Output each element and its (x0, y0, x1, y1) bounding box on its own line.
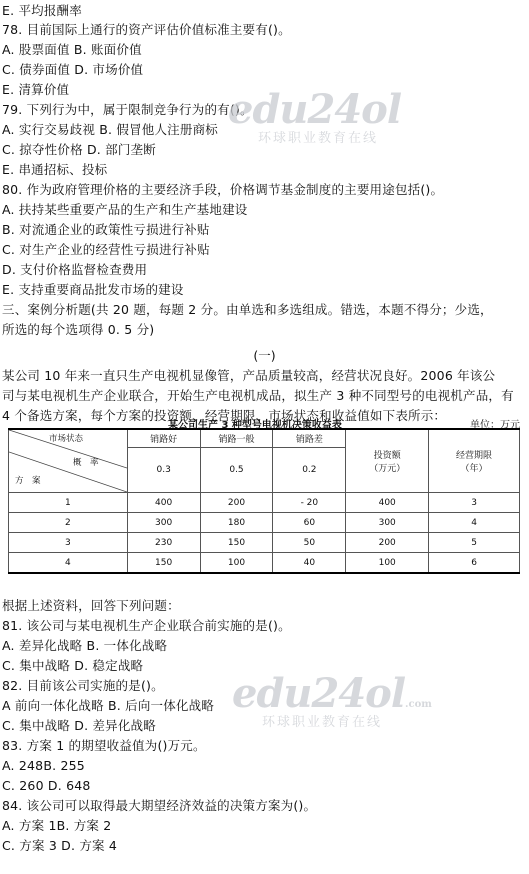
question-82: 82. 目前该公司实施的是()。 (2, 678, 164, 693)
text-line: 根据上述资料，回答下列问题： (2, 598, 180, 613)
table-cell: 180 (200, 513, 273, 533)
table-title: 某公司生产 3 种型号电视机决策收益表 (168, 420, 342, 431)
watermark-logo (232, 670, 432, 730)
section-mark: (一) (253, 348, 276, 363)
table-cell: 1 (9, 493, 128, 513)
prob-cell: 0.5 (200, 447, 273, 492)
corner-plan-label: 方 案 (15, 476, 41, 486)
table-row (9, 493, 520, 513)
option-line: E. 清算价值 (2, 82, 70, 97)
header-cell: 销路一般 (200, 429, 273, 447)
table-row (9, 533, 520, 553)
table-row (9, 553, 520, 574)
table-cell: 400 (127, 493, 200, 513)
option-line: A. 扶持某些重要产品的生产和生产基地建设 (2, 202, 248, 217)
question-80: 80. 作为政府管理价格的主要经济手段，价格调节基金制度的主要用途包括()。 (2, 182, 444, 197)
table-cell: - 20 (273, 493, 346, 513)
table-cell: 150 (127, 553, 200, 574)
option-line: C. 集中战略 D. 差异化战略 (2, 718, 156, 733)
section-heading-cont: 所选的每个选项得 0. 5 分) (2, 322, 155, 337)
option-line: A. 股票面值 B. 账面价值 (2, 42, 142, 57)
option-line: A. 248B. 255 (2, 758, 85, 773)
watermark-slogan: 环球职业教育在线 (258, 131, 379, 146)
question-84: 84. 该公司可以取得最大期望经济效益的决策方案为()。 (2, 798, 317, 813)
diagonal-header (9, 430, 127, 492)
table-cell: 150 (200, 533, 273, 553)
table-cell: 4 (429, 513, 520, 533)
watermark-logo-text: edu24ol (228, 86, 402, 133)
table-cell: 6 (429, 553, 520, 574)
table-cell: 5 (429, 533, 520, 553)
header-cell: 经营期限 （年） (429, 429, 520, 493)
table-cell: 200 (346, 533, 429, 553)
header-cell: 投资额 （万元） (346, 429, 429, 493)
option-line: A. 差异化战略 B. 一体化战略 (2, 638, 168, 653)
table-header-row (9, 429, 520, 447)
header-cell: 销路差 (273, 429, 346, 447)
table-corner-cell (9, 429, 128, 493)
option-line: E. 串通招标、投标 (2, 162, 108, 177)
corner-prob-label: 概 率 (73, 458, 99, 468)
question-83: 83. 方案 1 的期望收益值为()万元。 (2, 738, 206, 753)
table-cell: 100 (346, 553, 429, 574)
header-cell: 销路好 (127, 429, 200, 447)
table-cell: 200 (200, 493, 273, 513)
watermark-logo-text: edu24ol (232, 670, 406, 717)
prob-cell: 0.2 (273, 447, 346, 492)
table-cell: 400 (346, 493, 429, 513)
option-line: C. 债券面值 D. 市场价值 (2, 62, 144, 77)
table-cell: 40 (273, 553, 346, 574)
table-cell: 2 (9, 513, 128, 533)
question-81: 81. 该公司与某电视机生产企业联合前实施的是()。 (2, 618, 291, 633)
table-cell: 300 (346, 513, 429, 533)
option-line: C. 掠夺性价格 D. 部门垄断 (2, 142, 156, 157)
table-cell: 300 (127, 513, 200, 533)
text-line: 司与某电视机生产企业联合，开始生产电视机成品，拟生产 3 种不同型号的电视机产品，有 (2, 388, 514, 403)
option-line: D. 支付价格监督检查费用 (2, 262, 148, 277)
watermark-slogan: 环球职业教育在线 (262, 715, 383, 730)
option-line: C. 集中战略 D. 稳定战略 (2, 658, 144, 673)
prob-cell: 0.3 (127, 447, 200, 492)
text-line: E. 平均报酬率 (2, 3, 82, 18)
option-line: C. 260 D. 648 (2, 778, 91, 793)
table-cell: 60 (273, 513, 346, 533)
option-line: C. 方案 3 D. 方案 4 (2, 838, 118, 853)
option-line: B. 对流通企业的政策性亏损进行补贴 (2, 222, 210, 237)
option-line: A. 方案 1B. 方案 2 (2, 818, 112, 833)
section-heading: 三、案例分析题(共 20 题，每题 2 分。由单选和多选组成。错选，本题不得分；少选， (2, 302, 493, 317)
table-cell: 50 (273, 533, 346, 553)
option-line: C. 对生产企业的经营性亏损进行补贴 (2, 242, 210, 257)
table-cell: 3 (429, 493, 520, 513)
watermark-domain: .com (405, 699, 432, 710)
option-line: A. 实行交易歧视 B. 假冒他人注册商标 (2, 122, 218, 137)
table-cell: 230 (127, 533, 200, 553)
option-line: E. 支持重要商品批发市场的建设 (2, 282, 184, 297)
watermark-logo (228, 86, 401, 146)
question-78: 78. 目前国际上通行的资产评估价值标准主要有()。 (2, 22, 291, 37)
decision-table (8, 428, 520, 574)
text-line: 4 个备选方案，每个方案的投资额、经营期限、市场状态和收益值如下表所示： (2, 408, 447, 423)
corner-market-label: 市场状态 (49, 434, 84, 444)
table-row (9, 513, 520, 533)
table-cell: 100 (200, 553, 273, 574)
text-line: 某公司 10 年来一直只生产电视机显像管，产品质量较高，经营状况良好。2006 年该公 (2, 368, 496, 383)
table-unit: 单位：万元 (470, 420, 520, 431)
table-cell: 4 (9, 553, 128, 574)
table-cell: 3 (9, 533, 128, 553)
option-line: A 前向一体化战略 B. 后向一体化战略 (2, 698, 215, 713)
question-79: 79. 下列行为中，属于限制竞争行为的有()。 (2, 102, 253, 117)
